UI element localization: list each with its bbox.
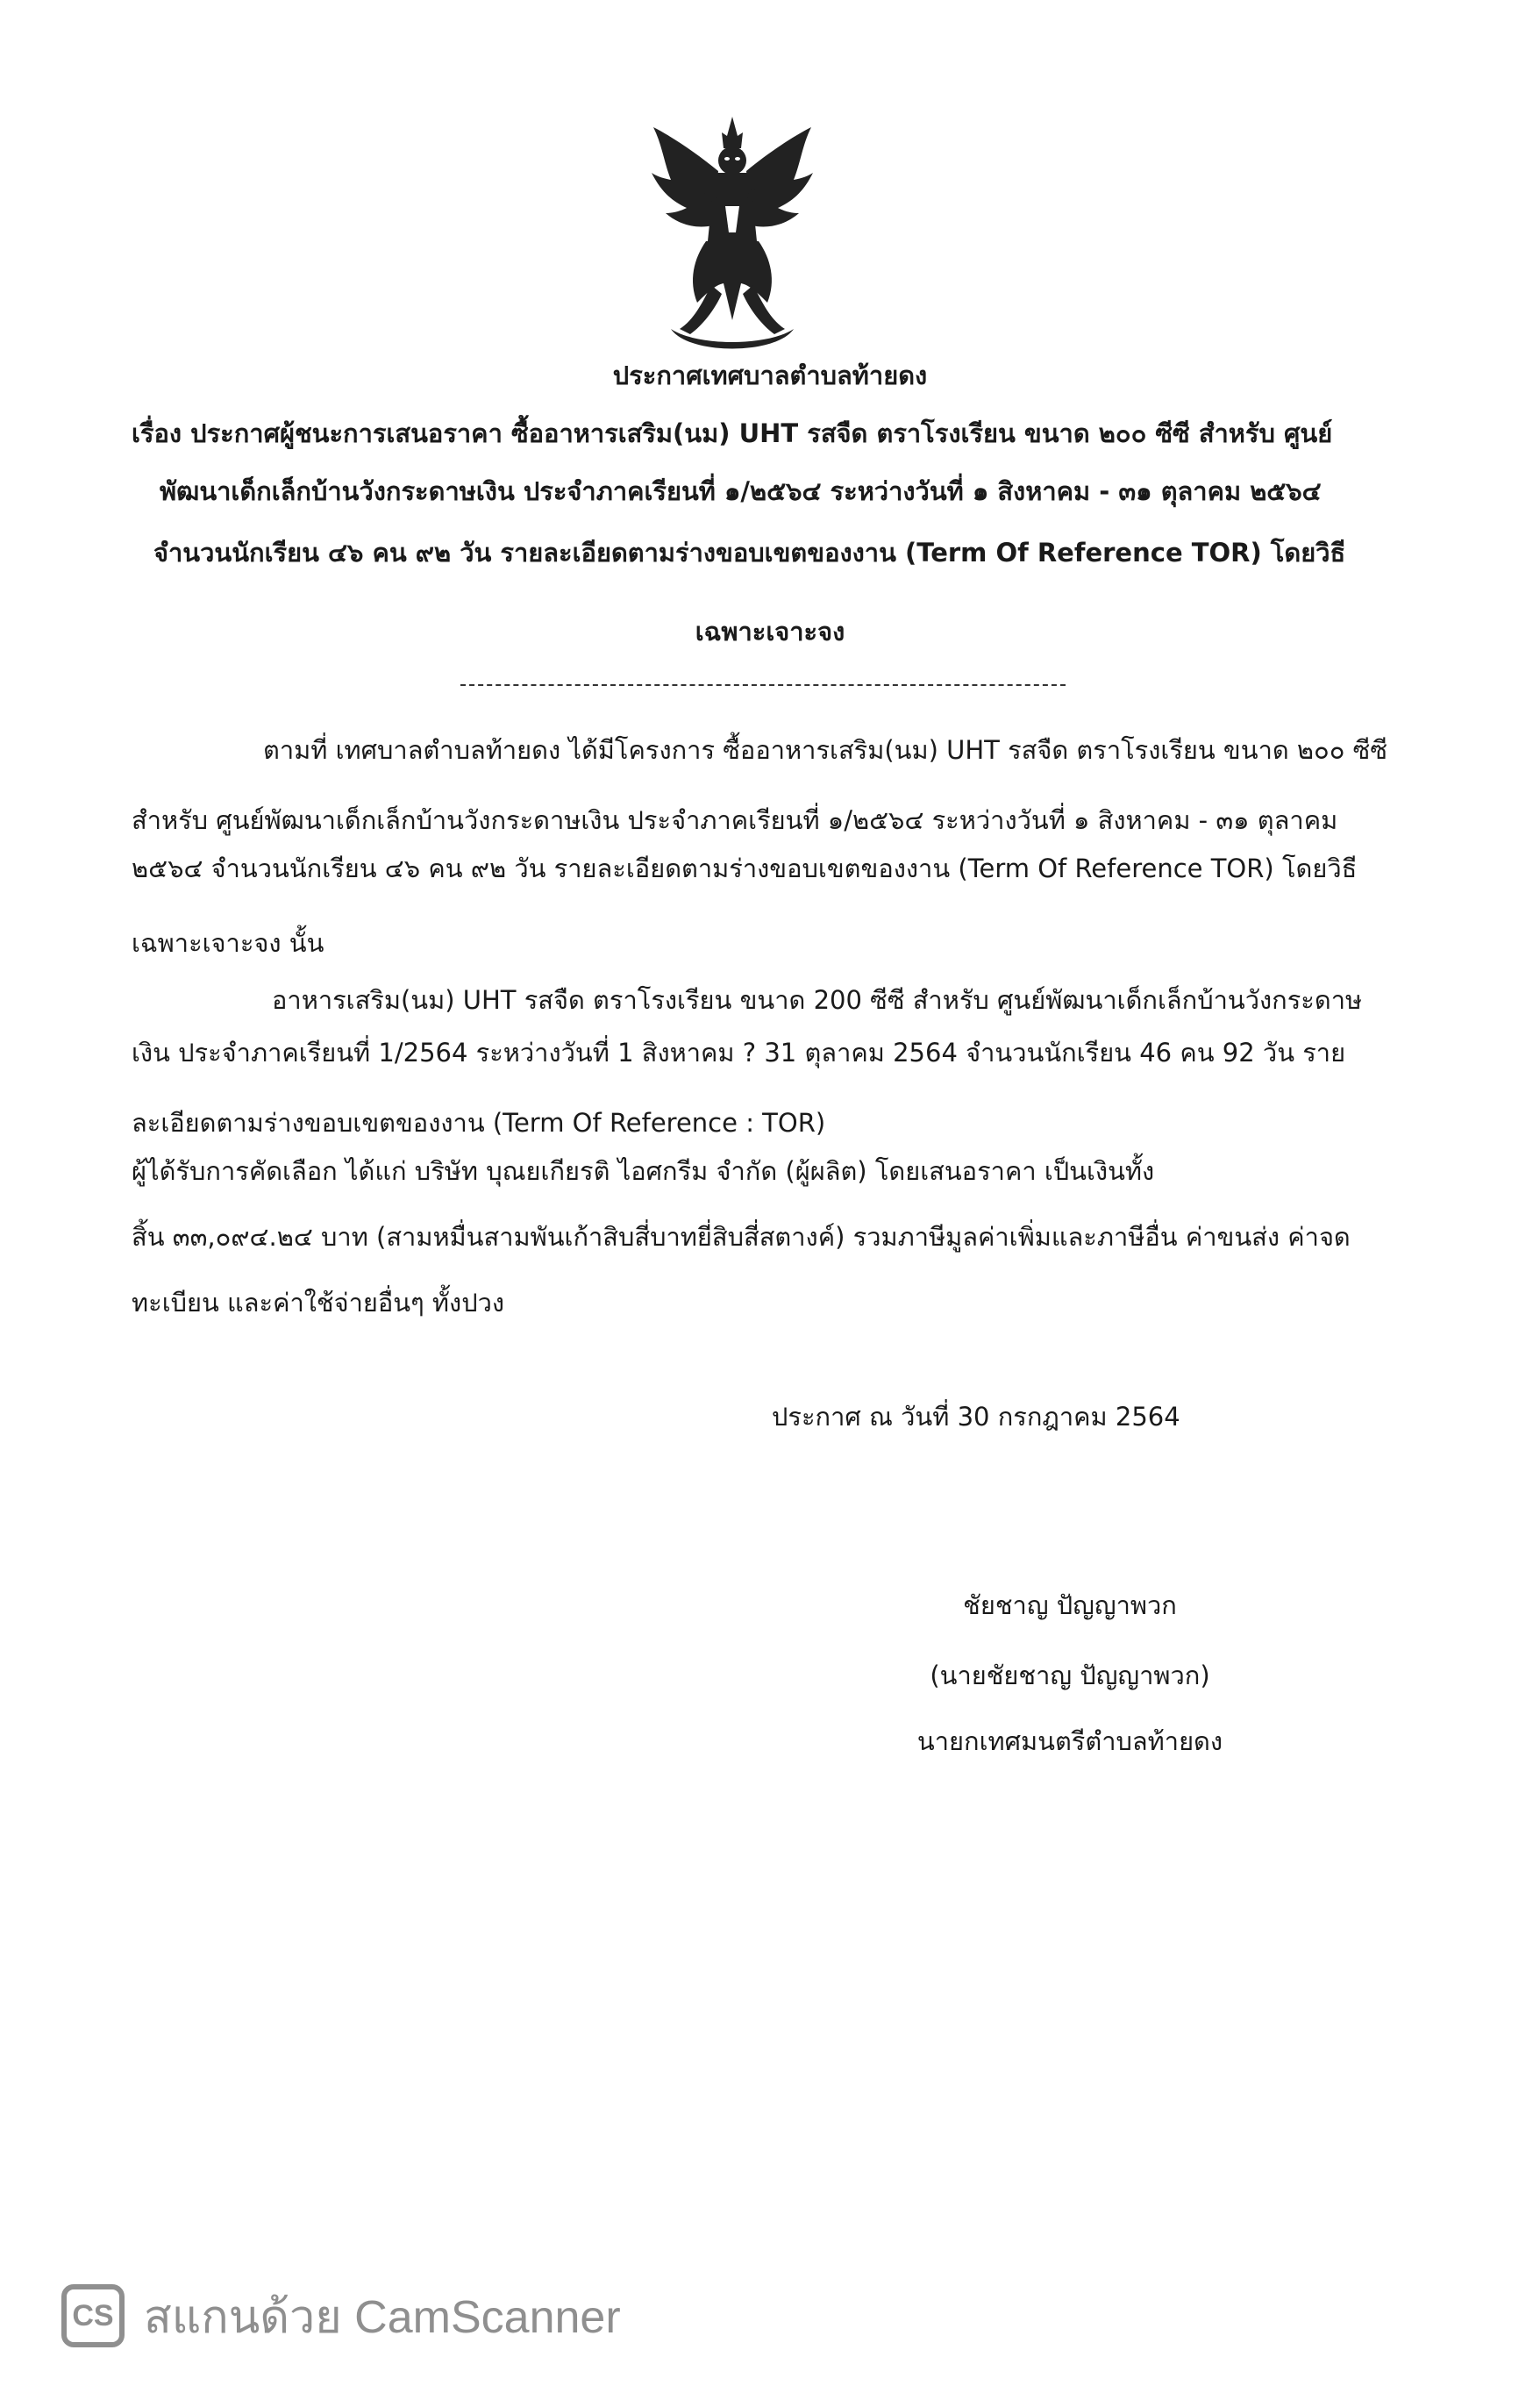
separator-line <box>460 684 1066 686</box>
body-line: ทะเบียน และค่าใช้จ่ายอื่นๆ ทั้งปวง <box>132 1288 505 1318</box>
signed-name: ชัยชาญ ปัญญาพวก <box>963 1590 1177 1620</box>
subject-line: พัฒนาเด็กเล็กบ้านวังกระดาษเงิน ประจำภาคเรียนที่ ๑/๒๕๖๔ ระหว่างวันที่ ๑ สิงหาคม - ๓๑ ตุลาคม ๒๕๖๔ <box>160 476 1322 506</box>
body-line: สิ้น ๓๓,๐๙๔.๒๔ บาท (สามหมื่นสามพันเก้าสิบสี่บาทยี่สิบสี่สตางค์) รวมภาษีมูลค่าเพิ่มและภาษีอื่น ค่าขนส่ง ค่าจด <box>132 1222 1351 1252</box>
subject-line: เรื่อง ประกาศผู้ชนะการเสนอราคา ซื้ออาหารเสริม(นม) UHT รสจืด ตราโรงเรียน ขนาด ๒๐๐ ซีซี สำหรับ ศูนย์ <box>132 418 1333 448</box>
body-line: ผู้ได้รับการคัดเลือก ได้แก่ บริษัท บุณยเกียรติ ไอศกรีม จำกัด (ผู้ผลิต) โดยเสนอราคา เป็นเงินทั้ง <box>132 1156 1155 1186</box>
subject-line: จำนวนนักเรียน ๔๖ คน ๙๒ วัน รายละเอียดตามร่างขอบเขตของงาน (Term Of Reference TOR) โดยวิธี <box>153 538 1346 568</box>
announcement-title: ประกาศเทศบาลตำบลท้ายดง <box>612 361 928 390</box>
body-line: เฉพาะเจาะจง นั้น <box>132 928 324 958</box>
garuda-emblem <box>645 110 820 360</box>
announce-date: ประกาศ ณ วันที่ 30 กรกฎาคม 2564 <box>772 1402 1180 1432</box>
camscanner-watermark <box>61 2281 621 2351</box>
body-line: สำหรับ ศูนย์พัฒนาเด็กเล็กบ้านวังกระดาษเงิน ประจำภาคเรียนที่ ๑/๒๕๖๔ ระหว่างวันที่ ๑ สิงหาคม - ๓๑ ตุลาคม <box>132 805 1338 835</box>
full-name: (นายชัยชาญ ปัญญาพวก) <box>930 1661 1210 1690</box>
body-line: เงิน ประจำภาคเรียนที่ 1/2564 ระหว่างวันที่ 1 สิงหาคม ? 31 ตุลาคม 2564 จำนวนนักเรียน 46 คน 92 วัน ราย <box>132 1038 1346 1068</box>
body-line: ตามที่ เทศบาลตำบลท้ายดง ได้มีโครงการ ซื้ออาหารเสริม(นม) UHT รสจืด ตราโรงเรียน ขนาด ๒๐๐ ซีซี <box>263 735 1388 765</box>
subject-line: เฉพาะเจาะจง <box>695 617 845 646</box>
body-line: อาหารเสริม(นม) UHT รสจืด ตราโรงเรียน ขนาด 200 ซีซี สำหรับ ศูนย์พัฒนาเด็กเล็กบ้านวังกระดาษ <box>272 985 1363 1015</box>
body-line: ละเอียดตามร่างขอบเขตของงาน (Term Of Reference : TOR) <box>132 1108 826 1138</box>
camscanner-logo-icon: CS <box>61 2284 125 2347</box>
position-title: นายกเทศมนตรีตำบลท้ายดง <box>916 1726 1223 1756</box>
watermark-text: สแกนด้วย CamScanner <box>144 2291 621 2343</box>
body-line: ๒๕๖๔ จำนวนนักเรียน ๔๖ คน ๙๒ วัน รายละเอียดตามร่างขอบเขตของงาน (Term Of Reference TOR) โดยวิธี <box>132 854 1358 883</box>
